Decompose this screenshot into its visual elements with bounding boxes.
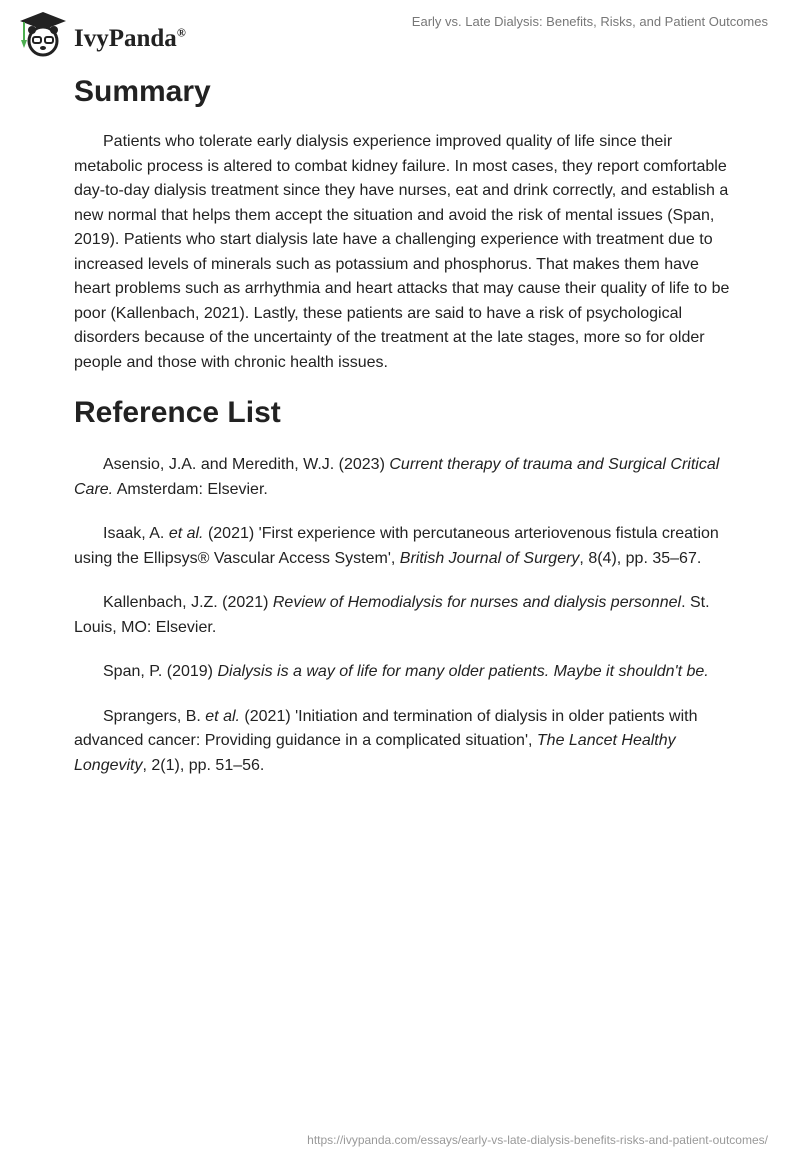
reference-title: Review of Hemodialysis for nurses and dialysis personnel <box>272 594 682 611</box>
reference-text: Amsterdam: Elsevier. <box>113 480 268 498</box>
reference-list-heading: Reference List <box>74 396 281 429</box>
reference-text: Kallenbach, J.Z. (2021) <box>103 594 273 611</box>
reference-text: , 2(1), pp. 51–56. <box>142 756 265 774</box>
reference-item <box>74 660 730 685</box>
reference-text: Span, P. (2019) <box>103 663 218 680</box>
panda-graduate-icon <box>18 10 68 58</box>
reference-title: Dialysis is a way of life for many older patients. Maybe it shouldn't be. <box>217 663 709 680</box>
reference-item <box>74 591 730 640</box>
logo-text: IvyPanda® <box>74 25 186 52</box>
source-url[interactable]: https://ivypanda.com/essays/early-vs-late-dialysis-benefits-risks-and-patient-outcomes/ <box>307 1133 768 1147</box>
ivypanda-logo[interactable] <box>18 10 186 58</box>
reference-item <box>74 705 730 779</box>
essay-content <box>74 70 730 778</box>
reference-title: The Lancet Healthy Longevity <box>74 732 676 774</box>
reference-text: Sprangers, B. <box>103 707 206 725</box>
reference-text: (2021) 'Initiation and termination of dialysis in older patients with advanced cancer: Providing guidance in a complicated situation', <box>74 707 698 749</box>
document-title: Early vs. Late Dialysis: Benefits, Risks, and Patient Outcomes <box>411 14 768 29</box>
reference-item <box>74 453 730 502</box>
reference-title: British Journal of Surgery <box>399 549 580 567</box>
summary-paragraph: Patients who tolerate early dialysis experience improved quality of life since their metabolic process is altered to combat kidney failure. In most cases, they report comfortable day-to-day dialysis treatment since they have nurses, eat and drink correctly, and establish a new normal that helps them accept the situation and avoid the risk of mental issues (Span, 2019). Patients who start dialysis late have a challenging experience with treatment due to increased levels of minerals such as potassium and phosphorus. That makes them have heart problems such as arrhythmia and heart attacks that may cause their quality of life to be poor (Kallenbach, 2021). Lastly, these patients are said to have a risk of psychological disorders because of the uncertainty of the treatment at the late stages, more so for older people and those with chronic health issues. <box>74 133 730 371</box>
reference-list <box>74 453 730 778</box>
reference-title: et al. <box>168 525 204 542</box>
reference-item <box>74 522 730 571</box>
reference-text: Isaak, A. <box>103 525 169 542</box>
reference-text: Asensio, J.A. and Meredith, W.J. (2023) <box>103 456 390 473</box>
reference-text: . St. Louis, MO: Elsevier. <box>74 594 710 636</box>
reference-title: Current therapy of trauma and Surgical Critical Care. <box>74 456 720 498</box>
reference-title: et al. <box>205 707 240 725</box>
reference-text: , 8(4), pp. 35–67. <box>579 549 702 567</box>
summary-heading: Summary <box>74 75 211 108</box>
reference-text: (2021) 'First experience with percutaneous arteriovenous fistula creation using the Ellipsys® Vascular Access System', <box>74 525 719 567</box>
